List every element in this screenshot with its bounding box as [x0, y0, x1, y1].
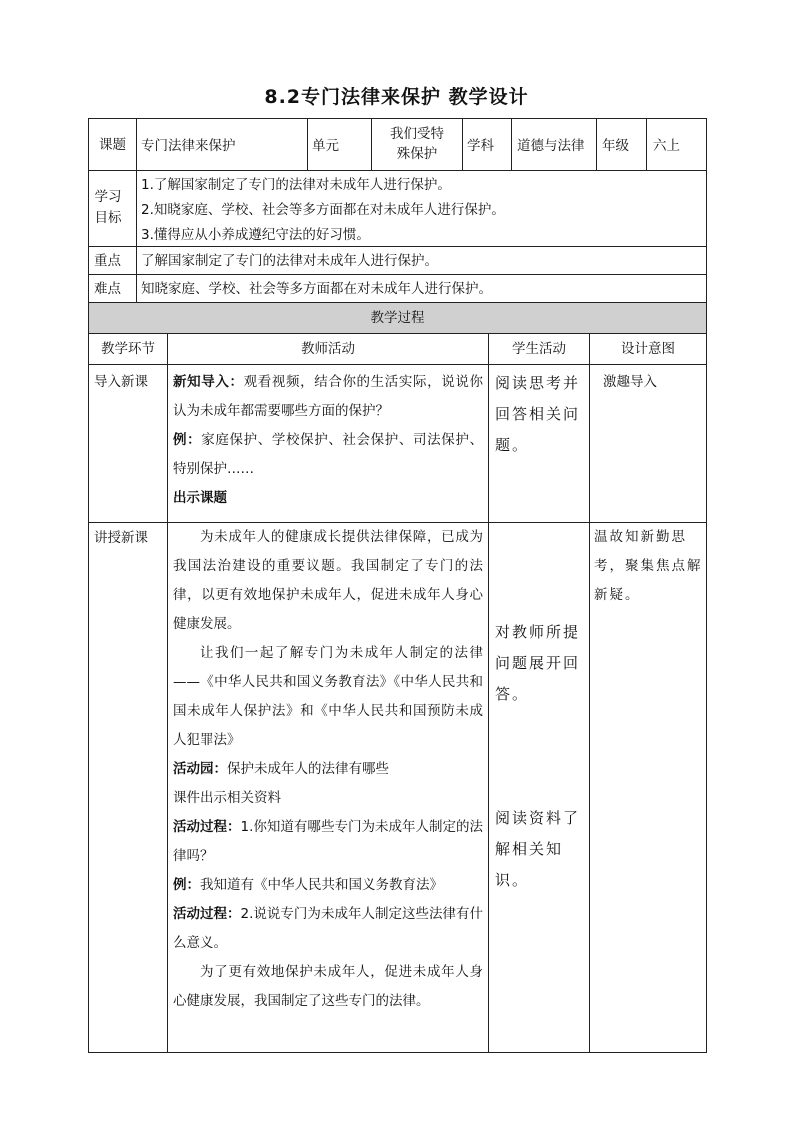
garden-bold: 活动园： — [173, 761, 227, 777]
section-title: 教学过程 — [370, 310, 425, 326]
intro-stage: 导入新课 — [94, 374, 148, 390]
activity-process-2 — [173, 900, 483, 958]
intro-teacher-line — [173, 426, 483, 484]
subject-label: 学科 — [467, 138, 494, 154]
table-border-top — [88, 118, 707, 119]
goal-item: 2.知晓家庭、学校、社会等多方面都在对未成年人进行保护。 — [141, 202, 505, 218]
proc1-bold: 活动过程： — [173, 819, 241, 835]
new-lesson-student-1: 对教师所提问题展开回答。 — [495, 623, 581, 703]
row-divider — [88, 274, 707, 275]
difficulty-label: 难点 — [94, 281, 121, 297]
goal-item: 3.懂得应从小养成遵纪守法的好习惯。 — [141, 227, 370, 243]
intro-design: 激趣导入 — [603, 374, 657, 390]
col-divider — [596, 118, 597, 170]
table-border-right — [706, 118, 707, 1053]
subject-value: 道德与法律 — [517, 138, 585, 154]
col-divider — [371, 118, 372, 170]
key-point-value: 了解国家制定了专门的法律对未成年人进行保护。 — [141, 253, 438, 269]
new-lesson-teacher — [173, 523, 483, 1016]
col-divider — [136, 118, 137, 302]
goals-list — [141, 173, 703, 248]
intro-bold-2: 例： — [173, 432, 202, 448]
new-lesson-p2: 让我们一起了解专门为未成年人制定的法律——《中华人民共和国义务教育法》《中华人民共和国未成年人保护法》和《中华人民共和国预防未成人犯罪法》 — [173, 645, 483, 748]
table-border-bottom — [88, 1052, 707, 1053]
col-divider — [488, 333, 489, 1053]
col-divider — [462, 118, 463, 170]
grade-label: 年级 — [602, 138, 629, 154]
col-divider — [307, 118, 308, 170]
ex-bold: 例： — [173, 877, 200, 893]
proc1-text: 1.你知道有哪些专门为未成年人制定的法律吗？ — [173, 819, 483, 864]
example-answer — [173, 871, 483, 900]
intro-bold-3: 出示课题 — [173, 490, 227, 506]
intro-text-1: 观看视频，结合你的生活实际，说说你认为未成年都需要哪些方面的保护？ — [173, 374, 484, 419]
intro-text-2: 家庭保护、学校保护、社会保护、司法保护、特别保护…… — [173, 432, 484, 477]
activity-garden — [173, 755, 483, 784]
ex-text: 我知道有《中华人民共和国义务教育法》 — [200, 877, 443, 893]
new-lesson-design: 温故知新勤思考，聚集焦点解新疑。 — [594, 529, 703, 603]
lesson-value: 专门法律来保护 — [141, 138, 236, 154]
col-header-teacher: 教师活动 — [301, 341, 355, 357]
intro-teacher — [173, 368, 483, 513]
col-header-student: 学生活动 — [512, 341, 566, 357]
courseware-note: 课件出示相关资料 — [173, 790, 281, 806]
col-divider — [589, 333, 590, 1053]
new-lesson-student-2: 阅读资料了解相关知识。 — [495, 809, 581, 889]
intro-teacher-line — [173, 368, 483, 426]
proc2-bold: 活动过程： — [173, 906, 241, 922]
col-header-stage: 教学环节 — [101, 341, 155, 357]
goals-label: 学习目标 — [94, 189, 122, 226]
new-lesson-stage: 讲授新课 — [94, 530, 148, 546]
new-lesson-p1: 为未成年人的健康成长提供法律保障，已成为我国法治建设的重要议题。我国制定了专门的法律，以更有效地保护未成年人，促进未成年人身心健康发展。 — [173, 529, 483, 632]
new-lesson-p3: 为了更有效地保护未成年人，促进未成年人身心健康发展，我国制定了这些专门的法律。 — [173, 964, 483, 1009]
col-divider — [511, 118, 512, 170]
difficulty-value: 知晓家庭、学校、社会等多方面都在对未成年人进行保护。 — [141, 281, 492, 297]
grade-value: 六上 — [653, 138, 680, 154]
intro-student: 阅读思考并回答相关问题。 — [495, 374, 581, 454]
garden-text: 保护未成年人的法律有哪些 — [227, 761, 389, 777]
page-title: 8.2专门法律来保护 教学设计 — [264, 86, 529, 108]
col-divider — [167, 333, 168, 1053]
lesson-label: 课题 — [99, 136, 126, 153]
row-divider — [88, 364, 707, 365]
table-border-left — [88, 118, 89, 1053]
activity-process-1 — [173, 813, 483, 871]
unit-value: 我们受特殊保护 — [390, 126, 444, 162]
key-point-label: 重点 — [94, 253, 121, 269]
col-divider — [646, 118, 647, 170]
proc2-text: 2.说说专门为未成年人制定这些法律有什么意义。 — [173, 906, 483, 951]
unit-label: 单元 — [312, 138, 339, 154]
col-header-design: 设计意图 — [621, 341, 675, 357]
intro-bold-1: 新知导入： — [173, 374, 244, 390]
goal-item: 1.了解国家制定了专门的法律对未成年人进行保护。 — [141, 177, 451, 193]
row-divider — [88, 170, 707, 171]
